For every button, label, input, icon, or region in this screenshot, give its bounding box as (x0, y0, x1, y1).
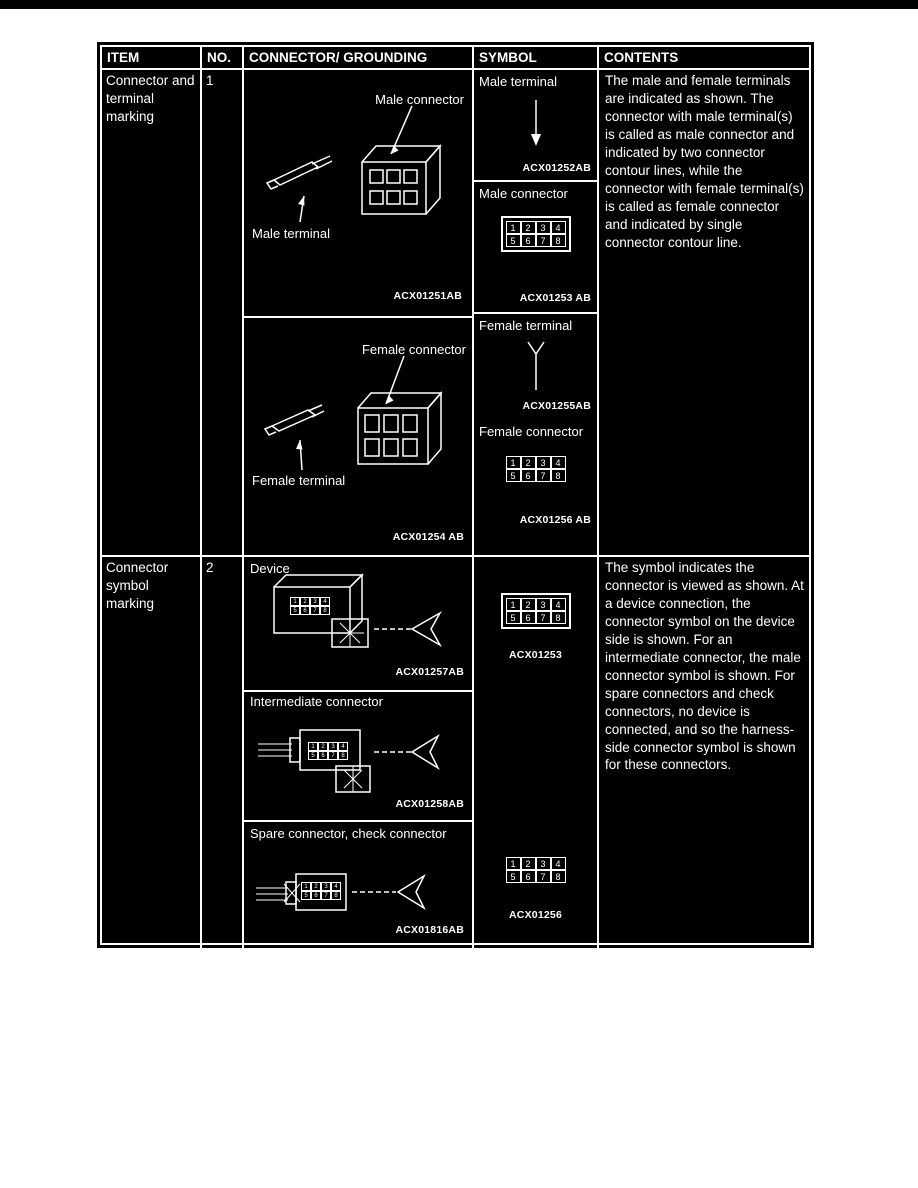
pin-number: 4 (320, 597, 330, 606)
male-connector-symbol (501, 216, 571, 252)
female-connector-symbol-label: Female connector (479, 424, 584, 439)
male-terminal-symbol-icon (516, 94, 556, 152)
pin-number: 7 (536, 870, 551, 883)
pin-number: 5 (308, 751, 318, 760)
male-connector-figure (244, 70, 472, 318)
pin-number: 7 (328, 751, 338, 760)
pin-number: 3 (328, 742, 338, 751)
page-top-scan-strip (0, 0, 918, 9)
pin-number: 8 (551, 469, 566, 482)
pin-number: 5 (301, 891, 311, 900)
pin-number: 6 (521, 611, 536, 624)
pin-number: 1 (301, 882, 311, 891)
symbol-code: ACX01253 AB (519, 292, 591, 304)
male-terminal-symbol-cell (474, 70, 597, 182)
table-row-1 (102, 70, 809, 557)
figure-code: ACX01257AB (395, 666, 464, 678)
pin-number: 2 (521, 598, 536, 611)
pin-number: 8 (320, 606, 330, 615)
pin-number: 8 (331, 891, 341, 900)
table-header-row (102, 47, 809, 70)
header-symbol: SYMBOL (474, 47, 599, 68)
pin-number: 7 (310, 606, 320, 615)
pin-number: 3 (536, 456, 551, 469)
symbol-code: ACX01256 AB (519, 514, 591, 526)
device-connector-symbol (501, 593, 571, 629)
pin-number: 5 (506, 870, 521, 883)
row1-connector-figures (244, 70, 474, 555)
pin-number: 7 (321, 891, 331, 900)
pin-grid (506, 598, 566, 624)
female-terminal-callout: Female terminal (252, 473, 346, 488)
pin-number: 4 (331, 882, 341, 891)
pin-number: 7 (536, 469, 551, 482)
female-terminal-symbol-icon (516, 340, 556, 396)
pin-number: 2 (300, 597, 310, 606)
male-connector-callout: Male connector (375, 92, 464, 107)
symbol-code: ACX01256 (509, 909, 562, 921)
pin-number: 3 (536, 221, 551, 234)
pin-number: 5 (506, 234, 521, 247)
spare-pin-grid (301, 882, 341, 900)
female-connector-symbol (506, 456, 566, 482)
header-connector-grounding: CONNECTOR/ GROUNDING (244, 47, 474, 68)
row1-contents: The male and female terminals are indicated as shown. The connector with male terminal(s) is called as male connector and indicated by two connector contour lines, while the connector with female terminal(s) is called as female connector and indicated by single connector contour line. (605, 73, 804, 250)
pin-number: 4 (551, 598, 566, 611)
male-terminal-callout: Male terminal (252, 226, 331, 241)
header-item: ITEM (102, 47, 202, 68)
female-connector-callout: Female connector (361, 342, 466, 357)
figure-code: ACX01258AB (395, 798, 464, 810)
pin-number: 5 (506, 611, 521, 624)
male-terminal-symbol-label: Male terminal (479, 74, 558, 89)
pin-number: 7 (536, 611, 551, 624)
figure-code: ACX01254 AB (392, 531, 464, 543)
pin-number: 3 (321, 882, 331, 891)
device-figure (244, 557, 472, 692)
table-row-2 (102, 557, 809, 950)
female-symbols-cell (474, 314, 597, 551)
pin-number: 1 (308, 742, 318, 751)
row2-connector-figures (244, 557, 474, 950)
row1-number: 1 (202, 70, 244, 555)
symbol-code: ACX01253 (509, 649, 562, 661)
pin-number: 2 (521, 221, 536, 234)
pin-number: 6 (521, 870, 536, 883)
pin-number: 1 (290, 597, 300, 606)
intermediate-pin-grid (308, 742, 348, 760)
pin-number: 1 (506, 857, 521, 870)
pin-number: 5 (290, 606, 300, 615)
pin-number: 2 (521, 857, 536, 870)
pin-grid (506, 857, 566, 883)
row1-symbol-column (474, 70, 599, 555)
pin-number: 2 (318, 742, 328, 751)
figure-code: ACX01251AB (393, 290, 462, 302)
pin-number: 8 (551, 611, 566, 624)
pin-number: 1 (506, 456, 521, 469)
pin-number: 6 (521, 234, 536, 247)
male-connector-symbol-label: Male connector (479, 186, 568, 201)
pin-number: 4 (551, 456, 566, 469)
row2-item-label: Connector symbol marking (102, 557, 202, 950)
spare-connector-figure (244, 822, 472, 950)
intermediate-figure-label: Intermediate connector (250, 694, 383, 709)
pin-number: 8 (338, 751, 348, 760)
pin-number: 2 (521, 456, 536, 469)
pin-number: 3 (310, 597, 320, 606)
symbol-code: ACX01255AB (522, 400, 591, 412)
pin-grid (506, 456, 566, 482)
pin-number: 7 (536, 234, 551, 247)
pin-number: 2 (311, 882, 321, 891)
pin-number: 3 (536, 598, 551, 611)
header-no: NO. (202, 47, 244, 68)
pin-number: 8 (551, 234, 566, 247)
pin-number: 8 (551, 870, 566, 883)
connector-marking-table (97, 42, 814, 948)
spare-connector-symbol (506, 857, 566, 883)
pin-number: 4 (551, 857, 566, 870)
row2-symbol-column (474, 557, 599, 950)
male-connector-symbol-cell (474, 182, 597, 314)
pin-number: 6 (318, 751, 328, 760)
table-frame (100, 45, 811, 945)
row2-number: 2 (202, 557, 244, 950)
pin-number: 3 (536, 857, 551, 870)
pin-number: 4 (338, 742, 348, 751)
device-pin-grid (290, 597, 330, 615)
pin-number: 6 (521, 469, 536, 482)
female-terminal-symbol-label: Female terminal (479, 318, 573, 333)
row1-item-label: Connector and terminal marking (102, 70, 202, 555)
pin-number: 1 (506, 221, 521, 234)
pin-number: 6 (311, 891, 321, 900)
intermediate-connector-figure (244, 692, 472, 822)
pin-number: 4 (551, 221, 566, 234)
pin-number: 6 (300, 606, 310, 615)
symbol-code: ACX01252AB (522, 162, 591, 174)
pin-number: 5 (506, 469, 521, 482)
device-figure-label: Device (250, 561, 290, 576)
pin-grid (506, 221, 566, 247)
spare-figure-label: Spare connector, check connector (250, 826, 447, 841)
female-connector-figure (244, 318, 472, 555)
row2-contents: The symbol indicates the connector is viewed as shown. At a device connection, the connector symbol on the device side is shown. For an intermediate connector, the male connector symbol is shown. For spare connectors and check connectors, no device is connected, and so the harness-side connector symbol is shown for these connectors. (605, 560, 804, 773)
figure-code: ACX01816AB (395, 924, 464, 936)
header-contents: CONTENTS (604, 50, 679, 65)
pin-number: 1 (506, 598, 521, 611)
